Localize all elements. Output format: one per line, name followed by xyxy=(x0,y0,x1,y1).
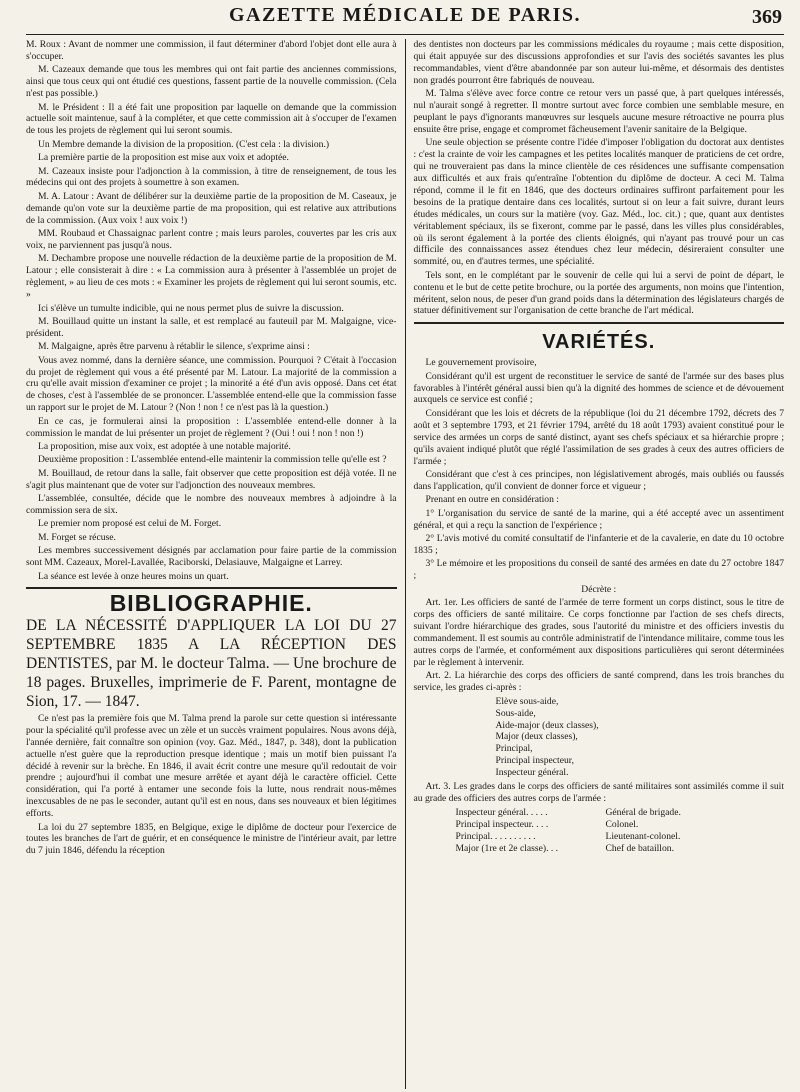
decree-paragraph: Considérant que les lois et décrets de la république (loi du 21 décembre 1792, décrets des 7 août et 3 septembre 1793, et 21 février 1794, arrêté du 18 août 1793) avaient constitué pour le service des armées un corps de santé distinct, ayant ses chefs spéciaux et sa hiérarchie propre ; qu'ils avaient indiqué plutôt que réglé l'assimilation de ses grades à ceux des autres officiers de l'armée ; xyxy=(413,407,784,467)
equivalent-rank-cell: Lieutenant-colonel. xyxy=(605,830,681,842)
minutes-paragraph: M. Cazeaux demande que tous les membres qui ont fait partie des anciennes commissions, ainsi que tous ceux qui ont étudié ces questions, fassent partie de la nouvelle commission. (Cela n'est pas possible.) xyxy=(26,64,397,100)
minutes-paragraph: M. Roux : Avant de nommer une commission, il faut déterminer d'abord l'objet dont elle aura à s'occuper. xyxy=(26,39,397,62)
minutes-paragraph: M. le Président : Il a été fait une proposition par laquelle on demande que la commission actuelle soit maintenue, sauf à la compléter, et que cette commission ait à s'occuper de l'examen de tous les projets de règlement qui lui seront soumis. xyxy=(26,101,397,137)
grade-list-item: Elève sous-aide, xyxy=(495,695,559,707)
varietes-heading: VARIÉTÉS. xyxy=(542,331,656,354)
grade-list-item: Principal, xyxy=(495,743,533,755)
minutes-paragraph: Ici s'élève un tumulte indicible, qui ne nous permet plus de suivre la discussion. xyxy=(38,302,344,314)
review-paragraph: La loi du 27 septembre 1835, en Belgique, exige le diplôme de docteur pour l'exercice de toutes les branches de l'art de guérir, et en conséquence le ministre de l'intérieur avait, par lettre du 7 juin 1846, défendu la réception xyxy=(26,821,397,857)
minutes-paragraph: M. Bouillaud quitte un instant la salle, et est remplacé au fauteuil par M. Malgaigne, vice-président. xyxy=(26,315,397,339)
minutes-paragraph: Les membres successivement désignés par acclamation pour faire partie de la commission sont MM. Cazeaux, Morel-Lavallée, Raciborski, Delasiauve, Malgaigne et Larrey. xyxy=(26,545,397,569)
minutes-paragraph: M. Forget se récuse. xyxy=(38,531,116,543)
grade-list-item: Inspecteur général. xyxy=(495,767,569,779)
journal-title: GAZETTE MÉDICALE DE PARIS. xyxy=(228,4,582,26)
minutes-paragraph: La proposition, mise aux voix, est adoptée à une notable majorité. xyxy=(38,441,291,452)
section-divider xyxy=(414,322,785,327)
grade-cell: Inspecteur général. . . . . xyxy=(455,806,548,818)
minutes-paragraph: M. Bouillaud, de retour dans la salle, fait observer que cette proposition est déjà votée. Il ne s'agit plus maintenant que de voter sur l'adjonction des nouveaux membres. xyxy=(26,467,397,491)
equivalent-rank-cell: Colonel. xyxy=(605,818,639,830)
grade-cell: Principal. . . . . . . . . . xyxy=(455,830,536,842)
right-column xyxy=(406,39,785,1089)
decree-paragraph: 3° Le mémoire et les propositions du conseil de santé des armées en date du 27 octobre 1847 ; xyxy=(413,558,784,582)
review-continuation xyxy=(414,39,785,317)
grade-list-item: Sous-aide, xyxy=(495,707,536,719)
minutes-paragraph: M. Cazeaux insiste pour l'adjonction à la commission, à titre de renseignement, de tous les médecins qui ont des projets à soumettre à son examen. xyxy=(26,165,397,189)
grade-list-item: Aide-major (deux classes), xyxy=(495,719,599,731)
review-paragraph: M. Talma s'élève avec force contre ce retour vers un passé que, à part quelques intéressés, nul n'aurait songé à regretter. Il montre surtout avec force combien une semblable mesure, en peuplant le pays d'ignorants manœuvres sur lesquels aucune mesure rétroactive ne pourra plus ensuite être prise, engage et compromet fâcheusement l'avenir sanitaire de la Belgique. xyxy=(413,88,784,135)
equivalent-rank-cell: Général de brigade. xyxy=(605,806,681,818)
minutes-paragraph: MM. Roubaud et Chassaignac parlent contre ; mais leurs paroles, couvertes par les cris aux voix, ne parviennent pas jusqu'à nous. xyxy=(26,228,397,251)
minutes-paragraph: L'assemblée, consultée, décide que le nombre des nouveaux membres à adjoindre à la commission sera de six. xyxy=(26,493,397,517)
grade-cell: Major (1re et 2e classe). . . xyxy=(455,842,559,854)
minutes-paragraph: En ce cas, je formulerai ainsi la proposition : L'assemblée entend-elle donner à la commission le mandat de lui présenter un projet de règlement ? (Oui ! oui ! non ! non !) xyxy=(26,415,397,439)
minutes-paragraph: La première partie de la proposition est mise aux voix et adoptée. xyxy=(38,152,289,164)
review-paragraph: Une seule objection se présente contre l'idée d'imposer l'obligation du doctorat aux dentistes : c'est la crainte de voir les campagnes et les petites localités manquer de praticiens de cet ordre, qui ne trouveraient pas dans la mince clientèle de ces résidences une suffisante compensation aux difficultés et aux frais qu'entraîne l'obtention du diplôme de docteur. A ceci M. Talma répond, comme il le fit en 1846, que des docteurs ordinaires suffiront parfaitement pour les besoins de la pratique dentaire dans ces localités, surtout si on leur a fait suivre, durant leurs études médicales, un cours sur la matière (voy. Gaz. Méd., loc. cit.) ; que, quant aux dentistes véritablement spéciaux, ils se fixeront, comme par le passé, dans les villes plus considérables, où ils seront également à la portée des clients éloignés, qui n'ayant pas trouvé pour un cas difficile des connaissances assez étendues chez leur médecin, désireraient consulter une sommité, ou, en d'autres termes, une spécialité. xyxy=(413,137,784,268)
decrete-label: Décrète : xyxy=(581,583,617,595)
minutes-paragraph: La séance est levée à onze heures moins un quart. xyxy=(38,570,229,582)
equivalent-rank-cell: Chef de bataillon. xyxy=(605,842,674,854)
grade-list xyxy=(496,696,785,779)
review-paragraph: Tels sont, en le complétant par le souvenir de celle qui lui a servi de point de départ, le contenu et le but de cette petite brochure, ou la portée des arguments, non moins que l'intention, méritent, selon nous, de peser d'un grand poids dans la détermination des législateurs chargés de statuer définitivement sur l'organisation de cette branche de l'art médical. xyxy=(413,269,784,317)
minutes-paragraph: M. Malgaigne, après être parvenu à rétablir le silence, s'exprime ainsi : xyxy=(38,341,310,353)
decree-heading: Le gouvernement provisoire, xyxy=(425,357,537,369)
bibliographie-heading: BIBLIOGRAPHIE. xyxy=(109,590,313,617)
session-minutes xyxy=(26,39,397,582)
grade-list-item: Major (deux classes), xyxy=(495,731,578,743)
minutes-paragraph: Le premier nom proposé est celui de M. Forget. xyxy=(38,518,222,530)
decree-paragraph: Considérant qu'il est urgent de reconstituer le service de santé de l'armée sur des bases plus favorables à l'intérêt général aussi bien qu'à la dignité des hommes de science et de dévouement auxquels ce service est confié ; xyxy=(413,370,784,406)
bibliography-entry: DE LA NÉCESSITÉ D'APPLIQUER LA LOI DU 27 SEPTEMBRE 1835 A LA RÉCEPTION DES DENTISTES, par M. le docteur Talma. — Une brochure de 18 pages. Bruxelles, imprimerie de F. Parent, montagne de Sion, 17. — 1847. xyxy=(26,617,397,711)
decree-paragraph: 1° L'organisation du service de santé de la marine, qui a été accepté avec un assentiment général, et qui a reçu la sanction de l'expérience ; xyxy=(413,507,784,531)
grade-list-item: Principal inspecteur, xyxy=(495,755,574,767)
grade-cell: Principal inspecteur. . . . xyxy=(455,818,549,830)
decree-paragraph: 2° L'avis motivé du comité consultatif de l'infanterie et de la cavalerie, en date du 10 octobre 1835 ; xyxy=(413,532,784,556)
decree-paragraph: Considérant que c'est à ces principes, non législativement abrogés, mais oubliés ou faussés dans l'application, qu'il convient de donner force et vigueur ; xyxy=(413,468,784,492)
two-column-body xyxy=(26,39,784,1089)
minutes-paragraph: Deuxième proposition : L'assemblée entend-elle maintenir la commission telle qu'elle est ? xyxy=(38,454,387,466)
grade-equivalence-table xyxy=(456,807,785,855)
article-3: Art. 3. Les grades dans le corps des officiers de santé militaires sont assimilés comme il suit au grade des officiers des autres corps de l'armée : xyxy=(413,781,784,804)
minutes-paragraph: M. A. Latour : Avant de délibérer sur la deuxième partie de la proposition de M. Caseaux, je demande qu'on vote sur la deuxième partie de ma proposition, qui est relative aux attributions de la commission. (Aux voix ! aux voix !) xyxy=(26,190,397,226)
page-number: 369 xyxy=(752,6,782,28)
left-column xyxy=(26,39,406,1089)
review-paragraph: Ce n'est pas la première fois que M. Talma prend la parole sur cette question si intéressante pour la spécialité qu'il professe avec un zèle et un succès vraiment populaires. Nous avons déjà, l'année dernière, fait connaître son opinion (voy. Gaz. Méd., 1847, p. 348), dont la publication actuelle n'est guère que la reproduction presque identique ; mais un motif bien puissant l'a décidé à revenir sur la brèche. En 1846, il avait écrit contre une mesure qu'il redoutait de voir prendre ; aujourd'hui il combat une mesure arrêtée et ayant déjà le caractère officiel. Cette considération, qui l'a porté à entamer une seconde fois la lutte, nous rendrait nous-mêmes inexcusables de ne pas le seconder, autant qu'il est en nous, dans ses nouveaux et bien légitimes efforts. xyxy=(26,712,397,820)
review-paragraph: des dentistes non docteurs par les commissions médicales du royaume ; mais cette disposition, qui était appuyée sur des discussions approfondies et sur l'avis des sociétés savantes les plus recommandables, vient d'être abandonnée par son auteur lui-même, et désormais des dentistes non gradés pourront être fabriqués de nouveau. xyxy=(413,39,784,86)
page-header xyxy=(26,4,784,35)
article-1: Art. 1er. Les officiers de santé de l'armée de terre forment un corps distinct, sous le titre de corps des officiers de santé militaire. Ce corps fonctionne par l'action de ses chefs directs, suivant l'ordre hiérarchique des grades, sous l'autorité du ministre et des officiers investis du commandement. Il est soumis au contrôle administratif de l'intendance militaire, comme tous les autres corps de l'armée, et conformément aux dispositions particulières qui seront déterminées par le règlement à intervenir. xyxy=(413,596,784,668)
minutes-paragraph: M. Dechambre propose une nouvelle rédaction de la deuxième partie de la proposition de M. Latour ; elle consisterait à dire : « La commission aura à présenter à l'assemblée un projet de règlement, » au lieu de ces mots : « Examiner les projets de règlement qui lui seront soumis, etc. » xyxy=(26,253,397,301)
decree-paragraph: Prenant en outre en considération : xyxy=(425,494,559,506)
article-2: Art. 2. La hiérarchie des corps des officiers de santé comprend, dans les trois branches du service, les grades ci-après : xyxy=(413,669,784,693)
minutes-paragraph: Vous avez nommé, dans la dernière séance, une commission. Pourquoi ? C'était à l'occasion du projet de règlement qui vous a été présenté par M. Latour. La majorité de la commission a cru qu'elle avait mission d'examiner ce projet ; la minorité a été d'un avis opposé. Dans cet état de choses, c'est à l'assemblée de se prononcer. L'assemblée entend-elle que la commission fasse un rapport sur le projet de M. Latour ? (Non ! non ! ce n'est pas là la question.) xyxy=(26,354,397,414)
minutes-paragraph: Un Membre demande la division de la proposition. (C'est cela : la division.) xyxy=(38,138,330,150)
